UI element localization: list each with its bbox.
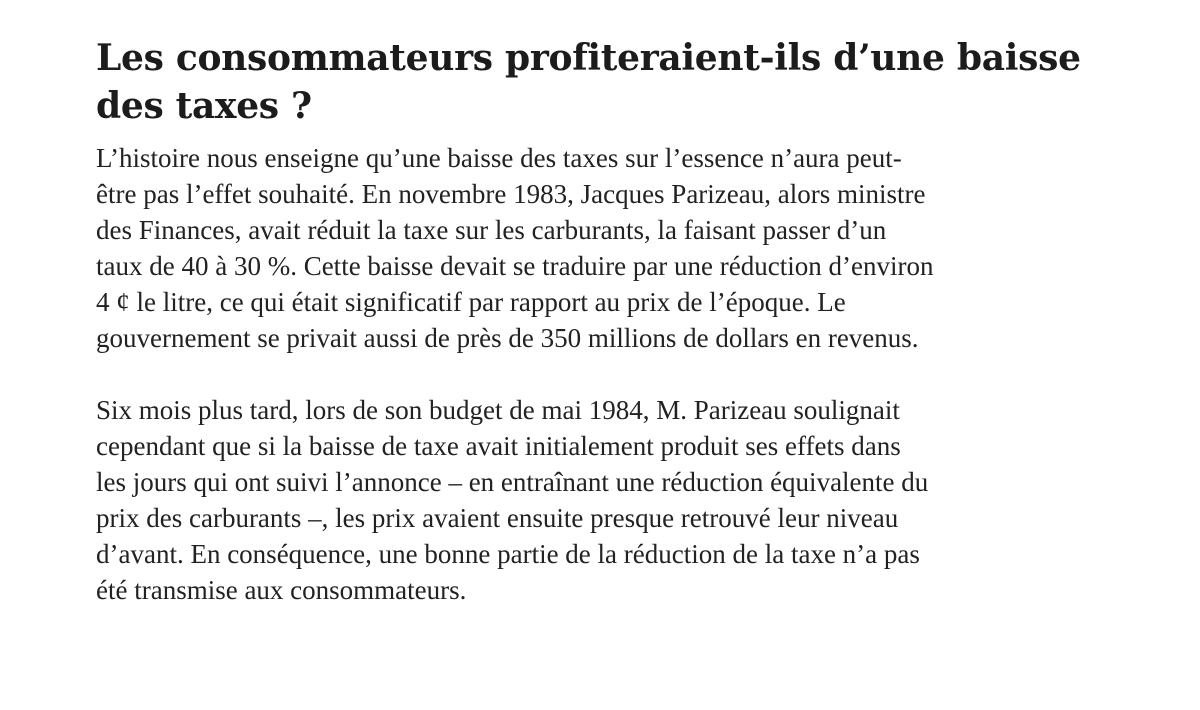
paragraph-line: été transmise aux consommateurs. [96,575,467,605]
article-paragraph-1 [96,140,1136,356]
paragraph-line: taux de 40 à 30 %. Cette baisse devait se traduire par une réduction d’environ [96,251,934,281]
paragraph-line: les jours qui ont suivi l’annonce – en entraînant une réduction équivalente du [96,467,929,497]
article-paragraph-2 [96,392,1136,608]
paragraph-line: prix des carburants –, les prix avaient ensuite presque retrouvé leur niveau [96,503,899,533]
headline-line: des taxes ? [96,85,312,127]
paragraph-line: 4 ¢ le litre, ce qui était significatif par rapport au prix de l’époque. Le [96,287,846,317]
paragraph-line: d’avant. En conséquence, une bonne partie de la réduction de la taxe n’a pas [96,539,920,569]
article-headline [96,34,1136,130]
paragraph-line: L’histoire nous enseigne qu’une baisse des taxes sur l’essence n’aura peut- [96,143,902,173]
headline-line: Les consommateurs profiteraient-ils d’une baisse [96,37,1081,79]
article [96,34,1136,608]
paragraph-line: des Finances, avait réduit la taxe sur les carburants, la faisant passer d’un [96,215,887,245]
paragraph-line: Six mois plus tard, lors de son budget de mai 1984, M. Parizeau soulignait [96,395,900,425]
paragraph-line: être pas l’effet souhaité. En novembre 1983, Jacques Parizeau, alors ministre [96,179,926,209]
paragraph-line: gouvernement se privait aussi de près de 350 millions de dollars en revenus. [96,323,919,353]
paragraph-line: cependant que si la baisse de taxe avait initialement produit ses effets dans [96,431,901,461]
